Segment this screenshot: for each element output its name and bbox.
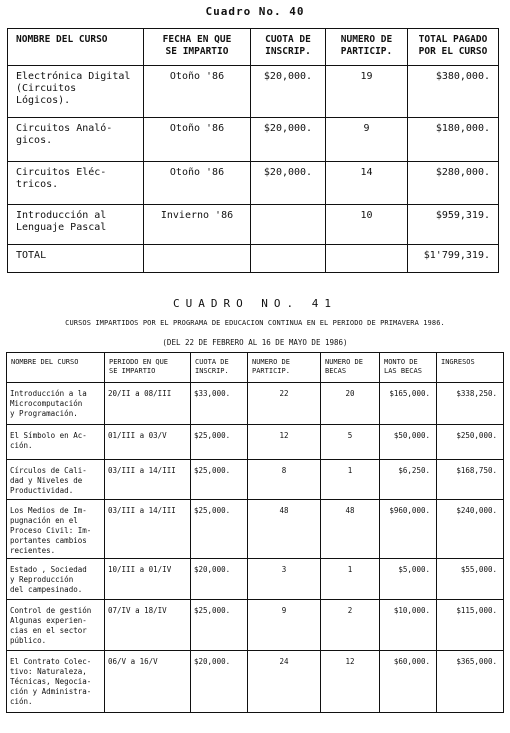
table-cell: 9 (248, 600, 321, 651)
table-cell: 20 (321, 383, 380, 425)
cuadro-40-table (7, 28, 499, 273)
table-cell: 12 (248, 425, 321, 460)
cuadro-41-title: CUADRO NO. 41 (172, 297, 338, 310)
table-cell: Introducción al Lenguaje Pascal (8, 205, 144, 245)
cuadro-41-table (6, 352, 504, 713)
table-cell: $25,000. (191, 500, 248, 559)
table-cell: Circuitos Analó- gicos. (8, 118, 144, 162)
table-row (8, 118, 499, 162)
table-cell (251, 205, 326, 245)
table-cell: El Símbolo en Ac- ción. (7, 425, 105, 460)
table-cell: $959,319. (408, 205, 499, 245)
table-cell: 19 (326, 66, 408, 118)
table-cell: 48 (248, 500, 321, 559)
column-header: CUOTA DE INSCRIP. (191, 353, 248, 383)
table-cell: 03/III a 14/III (105, 460, 191, 500)
table-cell: $20,000. (251, 118, 326, 162)
column-header: CUOTA DE INSCRIP. (251, 29, 326, 66)
table-cell: 48 (321, 500, 380, 559)
table-cell: 1 (321, 460, 380, 500)
table-cell: $960,000. (380, 500, 437, 559)
column-header: NOMBRE DEL CURSO (8, 29, 144, 66)
table-row (8, 162, 499, 205)
table-cell: Estado , Sociedad y Reproducción del campesinado. (7, 559, 105, 600)
table-cell: Círculos de Cali- dad y Niveles de Productividad. (7, 460, 105, 500)
table-cell: $25,000. (191, 425, 248, 460)
table-cell: $33,000. (191, 383, 248, 425)
table-row (7, 600, 504, 651)
table-cell: $20,000. (251, 162, 326, 205)
table-cell: $280,000. (408, 162, 499, 205)
column-header: NUMERO DE BECAS (321, 353, 380, 383)
table-cell: Otoño '86 (144, 118, 251, 162)
table-cell: 2 (321, 600, 380, 651)
table-row (7, 383, 504, 425)
table-cell: Circuitos Eléc- tricos. (8, 162, 144, 205)
column-header: INGRESOS (437, 353, 504, 383)
column-header: PERIODO EN QUE SE IMPARTIO (105, 353, 191, 383)
table-row (8, 205, 499, 245)
table-cell: $20,000. (251, 66, 326, 118)
table-cell: $10,000. (380, 600, 437, 651)
table-cell: $25,000. (191, 460, 248, 500)
table-row (7, 460, 504, 500)
table-cell: 9 (326, 118, 408, 162)
table-cell: $60,000. (380, 651, 437, 713)
table-cell: 20/II a 08/III (105, 383, 191, 425)
table-cell: $50,000. (380, 425, 437, 460)
table-cell: Invierno '86 (144, 205, 251, 245)
table-cell: 14 (326, 162, 408, 205)
table-cell: 10/III a 01/IV (105, 559, 191, 600)
table-cell: $165,000. (380, 383, 437, 425)
table-cell: El Contrato Colec- tivo: Naturaleza, Técnicas, Negocia- ción y Administra- ción. (7, 651, 105, 713)
table-cell: $240,000. (437, 500, 504, 559)
table-cell: 22 (248, 383, 321, 425)
table-cell: 07/IV a 18/IV (105, 600, 191, 651)
column-header: NUMERO DE PARTICIP. (248, 353, 321, 383)
table-row (7, 559, 504, 600)
table-cell: Los Medios de Im- pugnación en el Proceso Civil: Im- portantes cambios recientes. (7, 500, 105, 559)
table-cell: Control de gestión Algunas experien- cias en el sector público. (7, 600, 105, 651)
table-row (7, 651, 504, 713)
table-row (8, 66, 499, 118)
table-cell: $168,750. (437, 460, 504, 500)
table-cell (326, 245, 408, 273)
table-cell: $5,000. (380, 559, 437, 600)
table-cell: 01/III a 03/V (105, 425, 191, 460)
table-cell: 1 (321, 559, 380, 600)
table-cell: 12 (321, 651, 380, 713)
table-cell: $365,000. (437, 651, 504, 713)
table-cell: $20,000. (191, 559, 248, 600)
column-header: MONTO DE LAS BECAS (380, 353, 437, 383)
table-cell: $180,000. (408, 118, 499, 162)
table-cell: $380,000. (408, 66, 499, 118)
table-row (7, 500, 504, 559)
table-header-row (8, 29, 499, 66)
table-cell: $338,250. (437, 383, 504, 425)
total-value: $1'799,319. (408, 245, 499, 273)
cuadro-41-period: (DEL 22 DE FEBRERO AL 16 DE MAYO DE 1986) (162, 338, 348, 347)
table-cell: Otoño '86 (144, 66, 251, 118)
table-cell: $115,000. (437, 600, 504, 651)
table-cell: 5 (321, 425, 380, 460)
table-cell: Otoño '86 (144, 162, 251, 205)
table-cell: $6,250. (380, 460, 437, 500)
table-cell: 3 (248, 559, 321, 600)
table-cell: $25,000. (191, 600, 248, 651)
table-row (7, 425, 504, 460)
table-cell: 10 (326, 205, 408, 245)
total-row (8, 245, 499, 273)
column-header: NOMBRE DEL CURSO (7, 353, 105, 383)
column-header: FECHA EN QUE SE IMPARTIO (144, 29, 251, 66)
table-cell: 06/V a 16/V (105, 651, 191, 713)
table-cell: $55,000. (437, 559, 504, 600)
table-cell: Electrónica Digital (Circuitos Lógicos). (8, 66, 144, 118)
table-cell: $20,000. (191, 651, 248, 713)
table-cell (251, 245, 326, 273)
column-header: NUMERO DE PARTICIP. (326, 29, 408, 66)
column-header: TOTAL PAGADO POR EL CURSO (408, 29, 499, 66)
table-cell: Introducción a la Microcomputación y Programación. (7, 383, 105, 425)
table-cell: 8 (248, 460, 321, 500)
table-cell: 03/III a 14/III (105, 500, 191, 559)
table-cell: 24 (248, 651, 321, 713)
table-header-row (7, 353, 504, 383)
table-cell (144, 245, 251, 273)
cuadro-41-subtitle: CURSOS IMPARTIDOS POR EL PROGRAMA DE EDUCACION CONTINUA EN EL PERIODO DE PRIMAVERA 1986. (65, 319, 445, 327)
table-cell: $250,000. (437, 425, 504, 460)
cuadro-40-title: Cuadro No. 40 (205, 5, 305, 18)
total-label: TOTAL (8, 245, 144, 273)
